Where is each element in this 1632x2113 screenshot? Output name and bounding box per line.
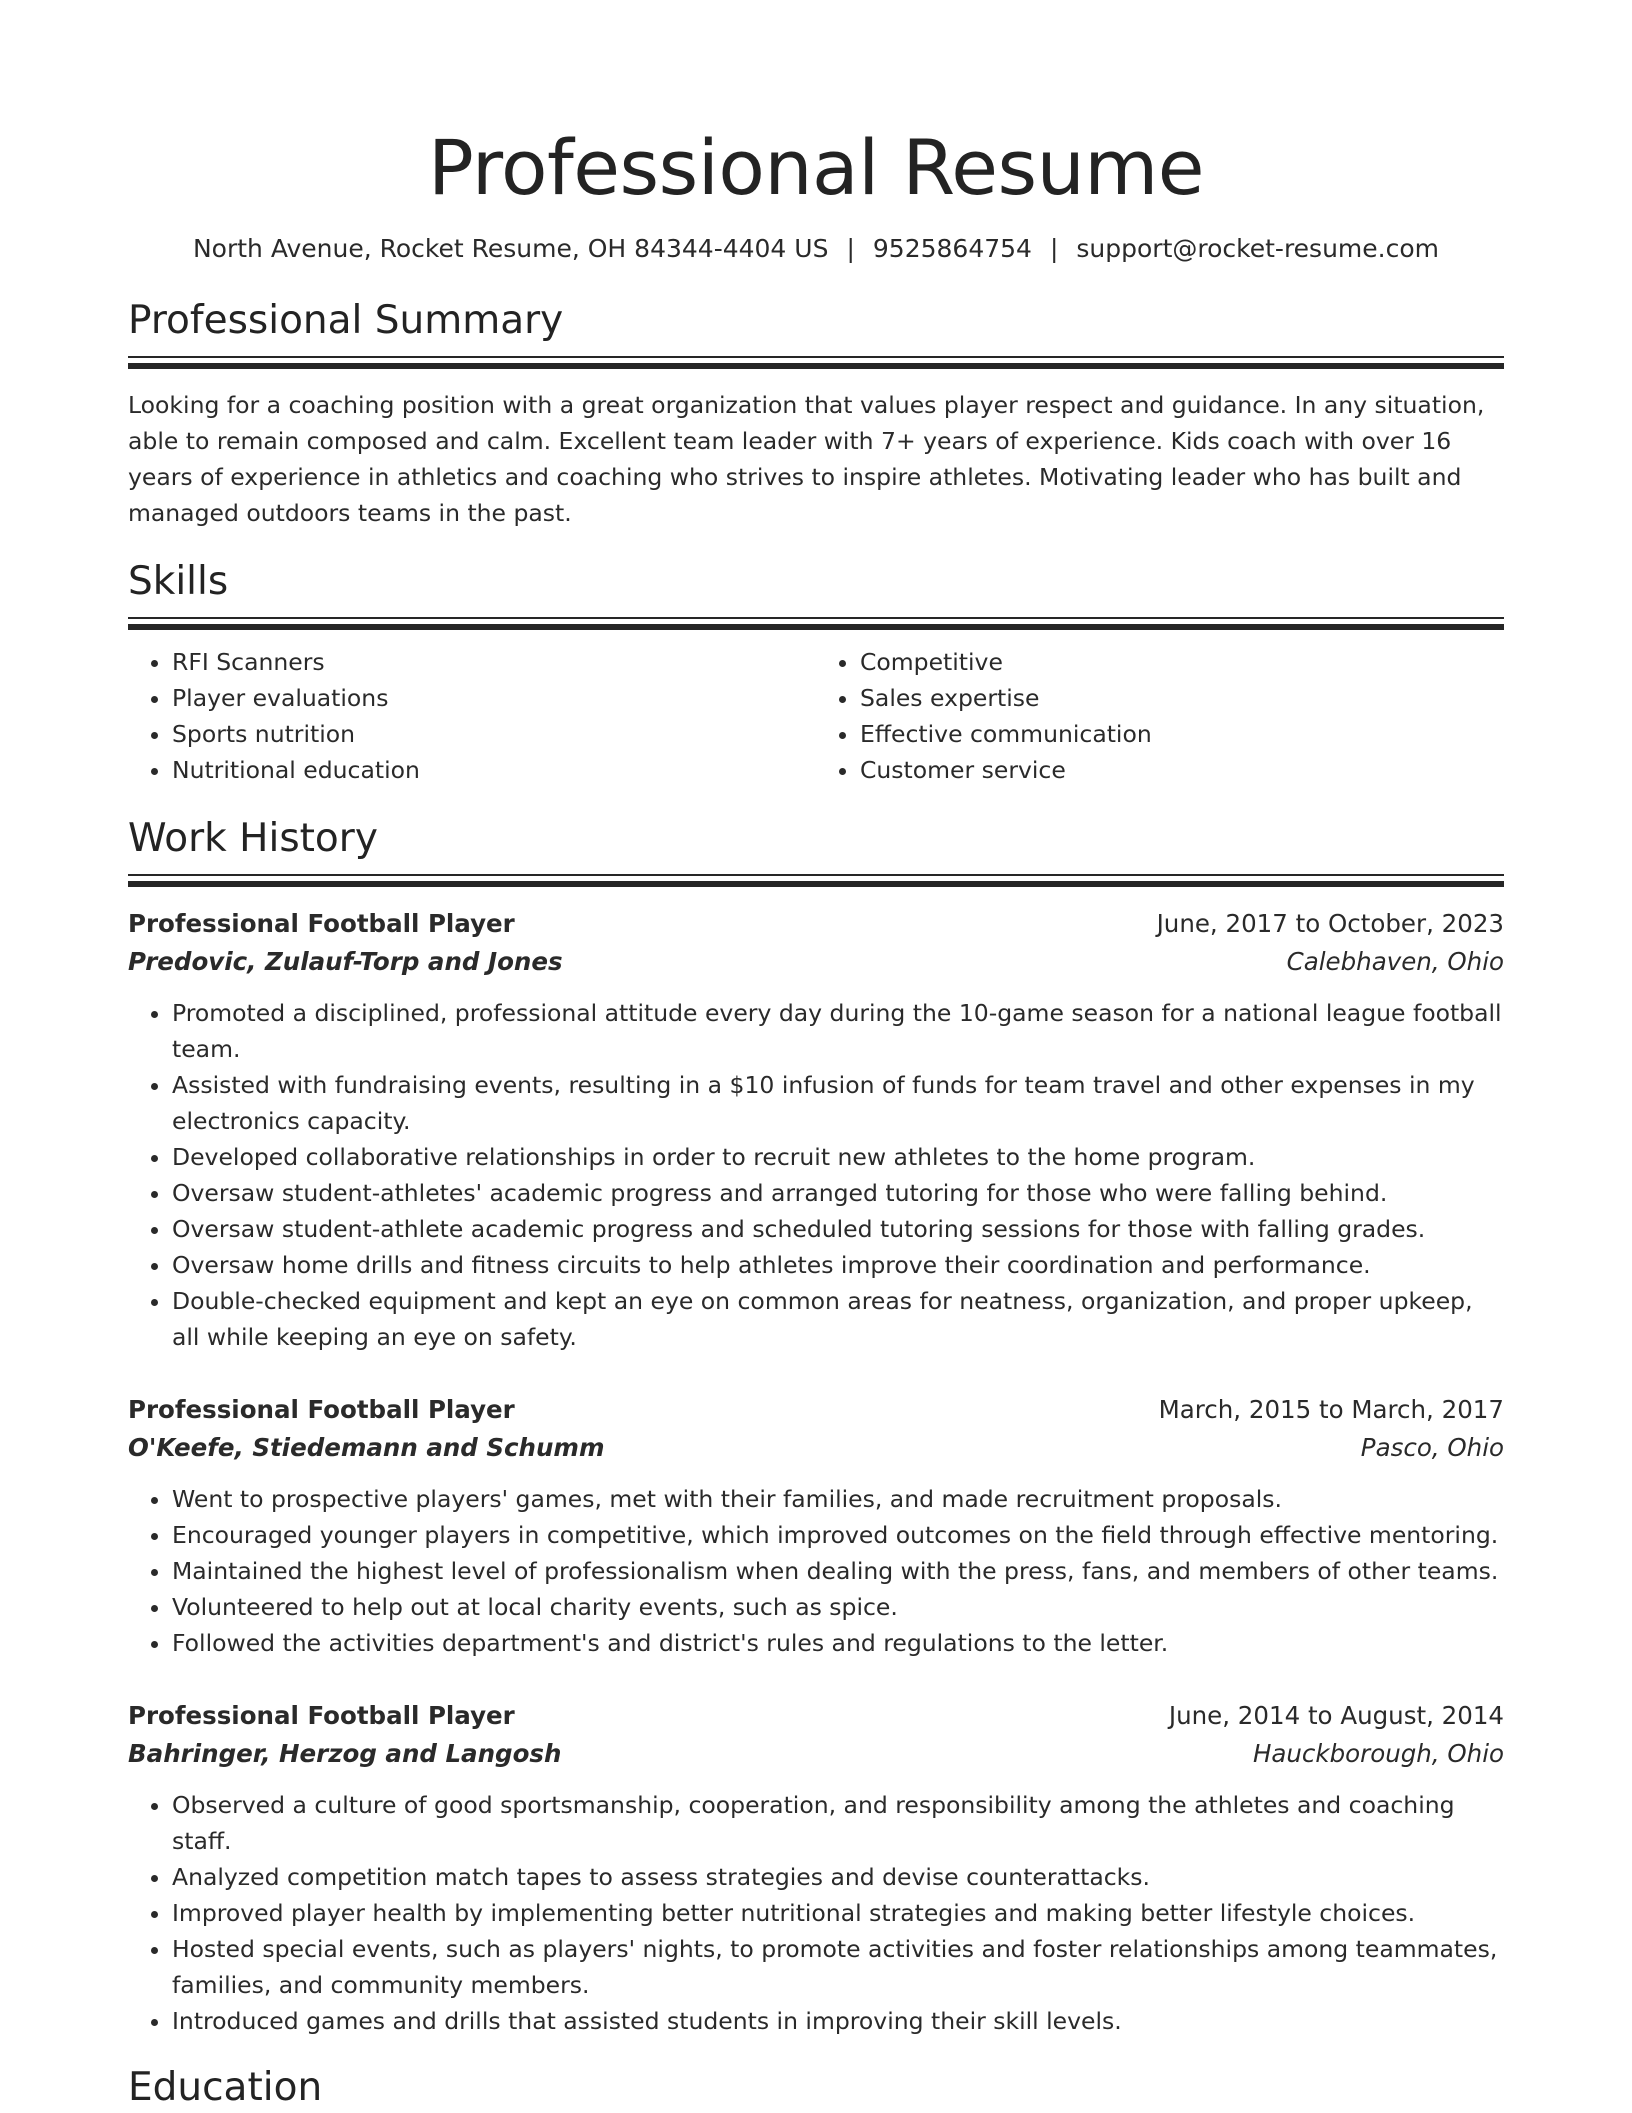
job-dates: March, 2015 to March, 2017 xyxy=(1158,1395,1504,1424)
job-header xyxy=(128,1697,1504,1735)
job-title: Professional Football Player xyxy=(128,1395,515,1424)
job-entry xyxy=(128,905,1504,1355)
skill-item: • Effective communication xyxy=(860,716,1504,752)
skill-item: • Customer service xyxy=(860,752,1504,788)
job-bullet: • Maintained the highest level of professionalism when dealing with the press, fans, and members of other teams. xyxy=(172,1553,1504,1589)
skill-item: • Player evaluations xyxy=(172,680,816,716)
job-entry xyxy=(128,1697,1504,2039)
contact-email: support@rocket-resume.com xyxy=(1076,234,1440,263)
section-title-summary: Professional Summary xyxy=(128,298,564,343)
resume-page xyxy=(128,0,1504,2113)
job-bullet: • Hosted special events, such as players' nights, to promote activities and foster relationships among teammates, families, and community members. xyxy=(172,1931,1504,2003)
skills-section xyxy=(128,557,1504,788)
job-dates: June, 2014 to August, 2014 xyxy=(1168,1701,1504,1730)
job-subheader xyxy=(128,1429,1504,1467)
job-dates: June, 2017 to October, 2023 xyxy=(1156,909,1504,938)
job-bullet: • Oversaw student-athlete academic progress and scheduled tutoring sessions for those with falling grades. xyxy=(172,1211,1504,1247)
section-divider xyxy=(128,356,1504,369)
job-bullet: • Analyzed competition match tapes to assess strategies and devise counterattacks. xyxy=(172,1859,1504,1895)
job-company: Predovic, Zulauf-Torp and Jones xyxy=(128,947,563,976)
job-title: Professional Football Player xyxy=(128,1701,515,1730)
job-bullet: • Encouraged younger players in competitive, which improved outcomes on the field through effective mentoring. xyxy=(172,1517,1504,1553)
job-bullet: • Improved player health by implementing better nutritional strategies and making better lifestyle choices. xyxy=(172,1895,1504,1931)
contact-line xyxy=(128,232,1504,266)
page-title: Professional Resume xyxy=(427,123,1205,212)
job-location: Calebhaven, Ohio xyxy=(1286,947,1504,976)
contact-phone: 9525864754 xyxy=(872,234,1032,263)
job-bullet: • Double-checked equipment and kept an eye on common areas for neatness, organization, and proper upkeep, all while keeping an eye on safety. xyxy=(172,1283,1504,1355)
work-history-section xyxy=(128,814,1504,2039)
job-company: Bahringer, Herzog and Langosh xyxy=(128,1739,562,1768)
skill-item: • Competitive xyxy=(860,644,1504,680)
job-location: Pasco, Ohio xyxy=(1360,1433,1504,1462)
job-header xyxy=(128,905,1504,943)
job-bullets xyxy=(128,1481,1504,1661)
job-title: Professional Football Player xyxy=(128,909,515,938)
job-bullet: • Oversaw student-athletes' academic progress and arranged tutoring for those who were falling behind. xyxy=(172,1175,1504,1211)
job-location: Hauckborough, Ohio xyxy=(1252,1739,1504,1768)
section-divider xyxy=(128,617,1504,630)
job-bullet: • Oversaw home drills and fitness circuits to help athletes improve their coordination and performance. xyxy=(172,1247,1504,1283)
job-bullet: • Followed the activities department's and district's rules and regulations to the letter. xyxy=(172,1625,1504,1661)
skill-item: • Sports nutrition xyxy=(172,716,816,752)
job-entry xyxy=(128,1391,1504,1661)
job-company: O'Keefe, Stiedemann and Schumm xyxy=(128,1433,605,1462)
education-section xyxy=(128,2063,1504,2113)
job-bullet: • Introduced games and drills that assisted students in improving their skill levels. xyxy=(172,2003,1504,2039)
skill-item: • Sales expertise xyxy=(860,680,1504,716)
skills-column-left xyxy=(128,644,816,788)
job-bullet: • Observed a culture of good sportsmanship, cooperation, and responsibility among the athletes and coaching staff. xyxy=(172,1787,1504,1859)
section-divider xyxy=(128,874,1504,887)
summary-section xyxy=(128,296,1504,531)
skills-list xyxy=(128,644,1504,788)
section-title-skills: Skills xyxy=(128,559,229,604)
job-subheader xyxy=(128,1735,1504,1773)
skill-item: • RFI Scanners xyxy=(172,644,816,680)
job-header xyxy=(128,1391,1504,1429)
summary-text: Looking for a coaching position with a great organization that values player respect and guidance. In any situation, able to remain composed and calm. Excellent team leader with 7+ years of experience. Kids coach with over 16 years of experience in athletics and coaching who strives to inspire athletes. Motivating leader who has built and managed outdoors teams in the past. xyxy=(128,391,1485,527)
job-bullet: • Volunteered to help out at local charity events, such as spice. xyxy=(172,1589,1504,1625)
job-bullet: • Went to prospective players' games, met with their families, and made recruitment proposals. xyxy=(172,1481,1504,1517)
skills-column-right xyxy=(816,644,1504,788)
job-bullet: • Assisted with fundraising events, resulting in a $10 infusion of funds for team travel and other expenses in my electronics capacity. xyxy=(172,1067,1504,1139)
contact-address: North Avenue, Rocket Resume, OH 84344-4404 US xyxy=(192,234,829,263)
section-title-work-history: Work History xyxy=(128,816,378,861)
job-bullets xyxy=(128,1787,1504,2039)
section-title-education: Education xyxy=(128,2065,323,2110)
job-subheader xyxy=(128,943,1504,981)
job-bullet: • Promoted a disciplined, professional attitude every day during the 10-game season for a national league football team. xyxy=(172,995,1504,1067)
job-bullet: • Developed collaborative relationships in order to recruit new athletes to the home program. xyxy=(172,1139,1504,1175)
contact-separator: | xyxy=(1049,234,1059,263)
job-bullets xyxy=(128,995,1504,1355)
skill-item: • Nutritional education xyxy=(172,752,816,788)
contact-separator: | xyxy=(846,234,855,263)
